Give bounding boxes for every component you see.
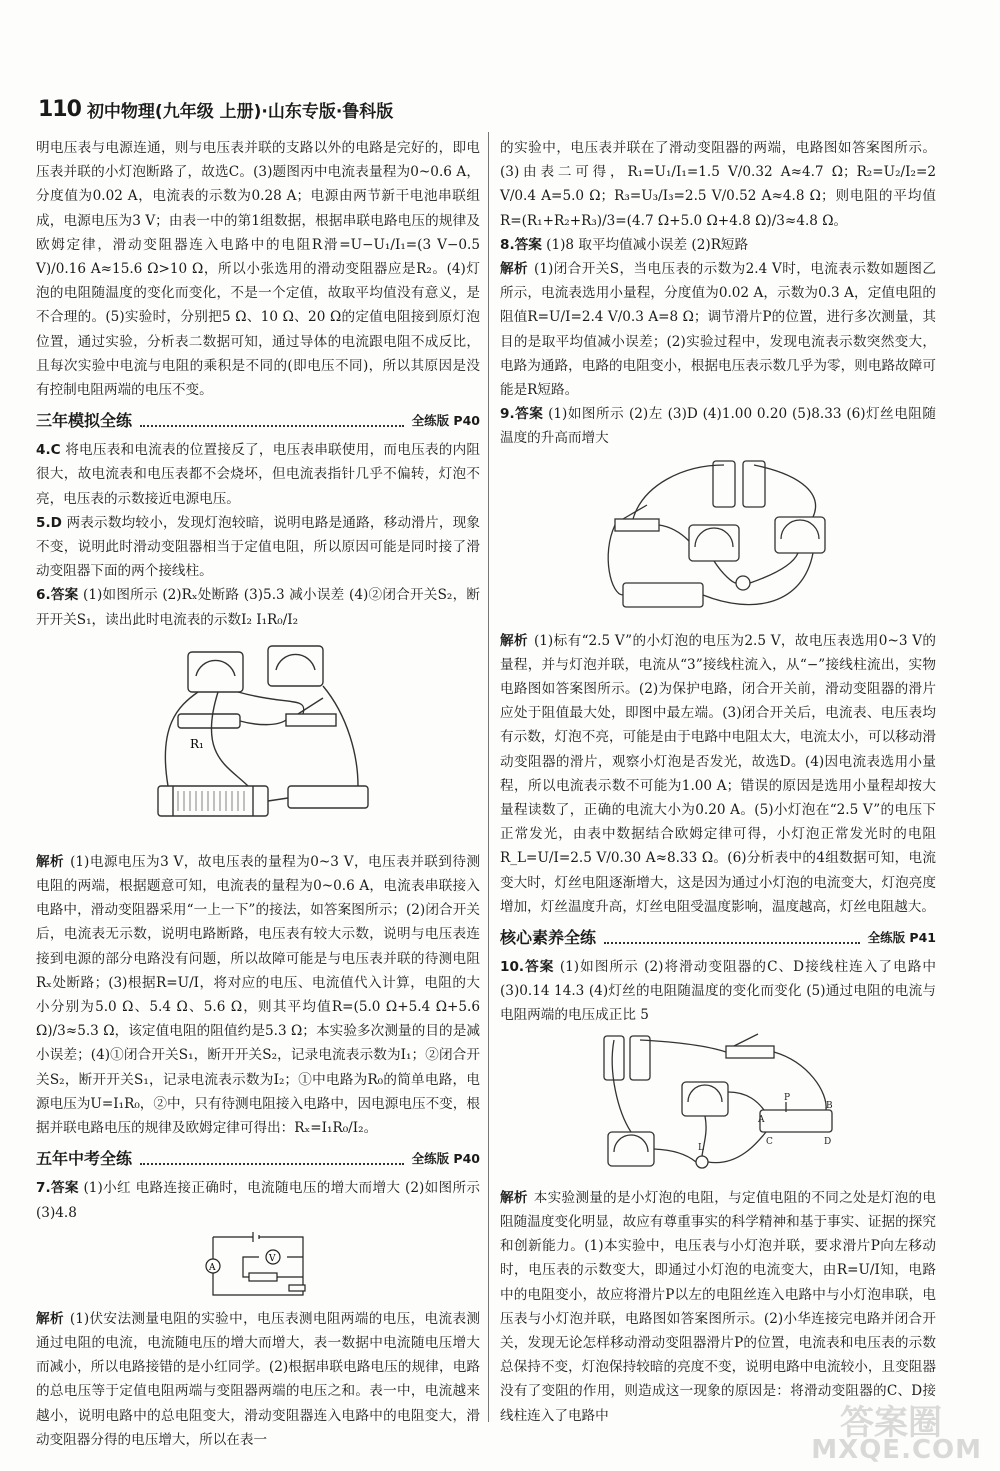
q7-analysis — [36, 1307, 480, 1452]
lamp-l-label: L — [698, 1142, 704, 1153]
q9-number: 9.答案 — [500, 406, 544, 423]
dotted-leader — [140, 415, 404, 427]
analysis-label: 解析 — [500, 632, 528, 649]
battery-cell-2 — [743, 461, 765, 507]
slider-p-label: P — [784, 1092, 791, 1103]
question-4 — [36, 438, 480, 511]
continued-analysis-right: 的实验中，电压表并联在了滑动变阻器的两端，电路图如答案图所示。(3)由表二可得，R₁=U₁/I₁=1.5 V/0.32 A≈4.7 Ω；R₂=U₂/I₂=2 V/0.4 A=5.0 Ω；R₃=U₃/I₃=2.5 V/0.52 A≈4.8 Ω；则电阻的平均值R=(R₁+R₂+R₃)/3=(4.7 Ω+5.0 Ω+4.8 Ω)/3≈4.8 Ω。 — [500, 140, 936, 229]
r1-label: R₁ — [190, 736, 204, 751]
battery-cell-1 — [713, 461, 735, 507]
watermark-line-2: MXQE.COM — [811, 1435, 982, 1465]
section-ref: 全练版 P40 — [411, 413, 480, 429]
q5-text: 两表示数均较小，发现灯泡较暗，说明电路是通路，移动滑片，现象不变，说明此时滑动变阻器相当于定值电阻，所以原因可能是同时接了滑动变阻器下面的两个接线柱。 — [36, 514, 481, 580]
q8-analysis — [500, 257, 936, 402]
q7-circuit-diagram — [193, 1229, 323, 1303]
terminal-b-label: B — [826, 1100, 833, 1111]
page-number: 110 — [38, 96, 81, 122]
bulb-shape — [696, 1156, 708, 1168]
watermark-line-1: 答案圈 — [840, 1403, 942, 1443]
resistor-shape — [178, 714, 240, 728]
section-header-hexin — [500, 925, 936, 951]
q9-analysis — [500, 629, 936, 919]
section-ref: 全练版 P40 — [411, 1151, 480, 1167]
right-column — [500, 136, 936, 1426]
q6-text: (1)如图所示 (2)Rₓ处断路 (3)5.3 减小误差 (4)②闭合开关S₂，断开开关S₁，读出此时电流表的示数I₂ I₁R₀/I₂ — [36, 587, 480, 628]
rheostat-shape — [623, 583, 703, 607]
continued-analysis: 明电压表与电源连通，则与电压表并联的支路以外的电路是完好的，即电压表并联的小灯泡断路了，故选C。(3)题图丙中电流表量程为0~0.6 A，分度值为0.02 A，电流表的示数为0.28 A；电源由两节新干电池串联组成，电源电压为3 V；由表一中的第1组数据，根据串联电路电压的规律及欧姆定律，滑动变阻器连入电路中的电阻R滑=U−U₁/I₁=(3 V−0.5 V)/0.16 A≈15.6 Ω>10 Ω，所以小张选用的滑动变阻器应是R₂。(4)灯泡的电阻随温度的变化而变化，不是一个定值，故取平均值没有意义，是不合理的。(5)实验时，分别把5 Ω、10 Ω、20 Ω的定值电阻接到原灯泡位置，通过实验，分析表二数据可知，通过导体的电流跟电阻不成反比，且每次实验中电流与电阻的乘积是不同的(即电压不同)，所以其原因是没有控制电阻两端的电压不变。 — [36, 140, 480, 399]
battery-cell-2 — [630, 1036, 650, 1080]
column-divider — [488, 132, 489, 1422]
site-watermark — [732, 1395, 982, 1465]
switch-shape — [726, 1046, 774, 1058]
q9-analysis-text: (1)标有“2.5 V”的小灯泡的电压为2.5 V，故电压表选用0~3 V的量程，并与灯泡并联，电流从“3”接线柱流入，从“−”接线柱流出，实物电路图如答案图所示。(2)为保护电路，闭合开关前，滑动变阻器的滑片应处于阻值最大处，即图中最左端。(3)闭合开关后，电流表、电压表均有示数，灯泡不亮，可能是由于电路中电阻太大，电流太小，可以移动滑动变阻器的滑片，观察小灯泡是否发光，故选D。(4)因电流表选用小量程，所以电流表示数不可能为1.00 A；错误的原因是选用小量程却按大量程读数了，正确的电流大小为0.20 A。(5)小灯泡在“2.5 V”的电压下正常发光，由表中数据结合欧姆定律可得，小灯泡正常发光时的电阻R_L=U/I=2.5 V/0.30 A≈8.33 Ω。(6)分析表中的4组数据可知，电流变大时，灯丝电阻逐渐增大，这是因为通过小灯泡的电流变大，灯泡亮度增加，灯丝温度升高，灯丝电阻受温度影响，温度越高，灯丝电阻越大。 — [500, 632, 936, 915]
question-9 — [500, 402, 936, 450]
q8-number: 8.答案 — [500, 236, 542, 253]
question-6 — [36, 583, 480, 631]
q10-analysis — [500, 1186, 936, 1428]
question-10 — [500, 955, 936, 1028]
q4-number: 4.C — [36, 442, 61, 459]
q6-number: 6.答案 — [36, 587, 79, 604]
question-7 — [36, 1176, 480, 1224]
q9-circuit-figure — [603, 455, 833, 625]
q7-analysis-text: (1)伏安法测量电阻的实验中，电压表测电阻两端的电压，电流表测通过电阻的电流，电流随电压的增大而增大，表一数据中电流随电压增大而减小，所以电路接错的是小红同学。(2)根据串联电路电压的规律，电路的总电压等于定值电阻两端与变阻器两端的电压之和。表一中，电流越来越小，说明电路中的总电阻变大，滑动变阻器连入电路中的电阻变大，滑动变阻器分得的电压增大，所以在表一 — [36, 1310, 480, 1448]
q9-text: (1)如图所示 (2)左 (3)D (4)1.00 0.20 (5)8.33 (6)灯丝电阻随温度的升高而增大 — [500, 406, 936, 447]
q8-text: (1)8 取平均值减小误差 (2)R短路 — [546, 236, 749, 253]
analysis-label: 解析 — [36, 853, 65, 870]
page-header — [38, 96, 393, 122]
q7-text: (1)小红 电路连接正确时，电流随电压的增大而增大 (2)如图所示 (3)4.8 — [36, 1180, 480, 1221]
section-header-sannian — [36, 408, 480, 434]
q10-text: (1)如图所示 (2)将滑动变阻器的C、D接线柱连入了电路中 (3)0.14 14.3 (4)灯丝的电阻随温度的变化而变化 (5)通过电阻的电流与电阻两端的电压成正比 5 — [500, 959, 936, 1024]
q6-analysis — [36, 850, 480, 1140]
question-8 — [500, 233, 936, 257]
dotted-leader — [140, 1153, 404, 1165]
rheostat-shape — [760, 1110, 832, 1132]
switch-shape — [286, 714, 336, 726]
book-title: 初中物理(九年级 上册)·山东专版·鲁科版 — [86, 101, 394, 122]
ammeter-shape — [188, 652, 243, 692]
q10-number: 10.答案 — [500, 959, 555, 976]
bulb-shape — [736, 576, 750, 590]
section-title: 三年模拟全练 — [36, 411, 133, 431]
terminal-d-label: D — [824, 1136, 832, 1147]
rheostat-shape — [158, 786, 268, 816]
voltmeter-shape — [775, 517, 825, 553]
terminal-c-label: C — [766, 1136, 773, 1147]
left-column — [36, 136, 481, 1448]
q6-analysis-text: (1)电源电压为3 V，故电压表的量程为0~3 V，电压表并联到待测电阻的两端，根据题意可知，电流表的量程为0~0.6 A，电流表串联接入电路中，滑动变阻器采用“一上一下”的接法，如答案图所示；(2)闭合开关后，电流表无示数，说明电路断路，电压表有较大示数，说明与电压表连接到电源的部分电路没有问题，所以故障可能是与电压表并联的待测电阻Rₓ处断路；(3)根据R=U/I，将对应的电压、电流值代入计算，电阻的大小分别为5.0 Ω、5.4 Ω、5.6 Ω，则其平均值R=(5.0 Ω+5.4 Ω+5.6 Ω)/3≈5.3 Ω，该定值电阻的阻值约是5.3 Ω；本实验多次测量的目的是减小误差；(4)①闭合开关S₁，断开开关S₂，记录电流表示数为I₁；②闭合开关S₂，断开开关S₁，记录电流表示数为I₂；①中电路为R₀的简单电路，电源电压为U=I₁R₀，②中，只有待测电阻接入电路中，因电源电压不变，根据并联电路电压的规律及欧姆定律可得出：Rₓ=I₁R₀/I₂。 — [36, 853, 480, 1137]
voltmeter-shape — [268, 646, 323, 686]
battery-shape — [288, 786, 368, 808]
q7-number: 7.答案 — [36, 1180, 79, 1197]
switch-shape — [615, 519, 659, 531]
q5-number: 5.D — [36, 514, 62, 531]
analysis-label: 解析 — [36, 1310, 64, 1327]
q10-circuit-figure — [598, 1032, 838, 1182]
analysis-label: 解析 — [500, 1189, 528, 1206]
q6-circuit-figure — [138, 636, 378, 846]
q10-analysis-text: 本实验测量的是小灯泡的电阻，与定值电阻的不同之处是灯泡的电阻随温度变化明显，故应有尊重事实的科学精神和基于事实、证据的探究和创新能力。(1)本实验中，电压表与小灯泡并联，要求滑片P向左移动时，电压表的示数变大，即通过小灯泡的电流变大，由R=U/I知，电路中的电阻变小，故应将滑片P以左的电阻丝连入电路中与小灯泡串联，电压表与小灯泡并联，电路图如答案图所示。(2)小华连接完电路并闭合开关，发现无论怎样移动滑动变阻器滑片P的位置，电流表和电压表的示数总保持不变，灯泡保持较暗的亮度不变，说明电路中电流较小，且变阻器没有了变阻的作用，则造成这一现象的原因是：将滑动变阻器的C、D接线柱连入了电路中 — [500, 1189, 937, 1424]
ammeter-label: A — [209, 1262, 216, 1273]
question-5 — [36, 511, 480, 584]
section-header-wunian — [36, 1146, 480, 1172]
ammeter-shape — [689, 525, 739, 561]
analysis-label: 解析 — [500, 261, 529, 278]
dotted-leader — [604, 932, 860, 944]
section-title: 五年中考全练 — [36, 1149, 133, 1169]
q8-analysis-text: (1)闭合开关S，当电压表的示数为2.4 V时，电流表示数如题图乙所示，电流表选用小量程，分度值为0.02 A，示数为0.3 A，定值电阻的阻值R=U/I=2.4 V/0.3 A=8 Ω；调节滑片P的位置，进行多次测量，其目的是取平均值减小误差；(2)实验过程中，发现电流表示数突然变大，电路为通路，电路的电阻变小，根据电压表示数几乎为零，则电路故障可能是R短路。 — [500, 261, 936, 399]
section-ref: 全练版 P41 — [867, 929, 936, 945]
terminal-a-label: A — [758, 1114, 765, 1125]
voltmeter-label: V — [269, 1253, 276, 1264]
section-title: 核心素养全练 — [500, 927, 597, 947]
q4-text: 将电压表和电流表的位置接反了，电压表串联使用，而电压表的内阻很大，故电流表和电压表都不会烧坏，但电流表指针几乎不偏转，灯泡不亮，电压表的示数接近电源电压。 — [36, 442, 481, 507]
